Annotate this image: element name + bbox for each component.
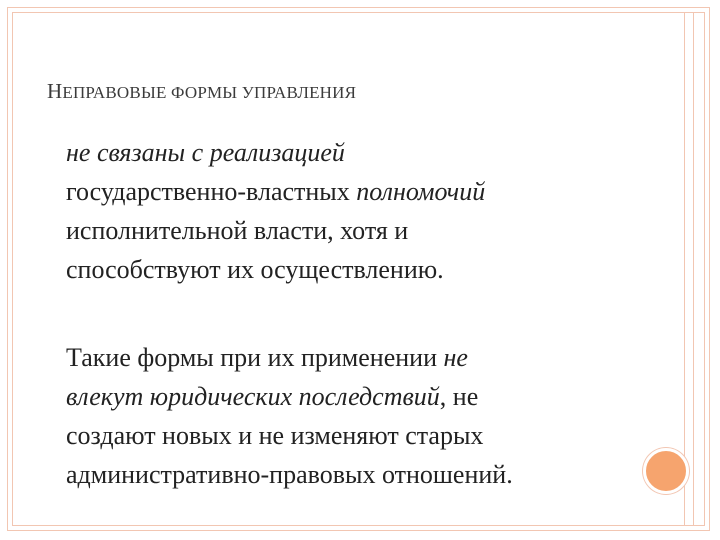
slide-title [47, 79, 356, 104]
paragraph-2-line-3: создают новых и не изменяют старых [66, 421, 484, 450]
paragraph-2-line-2 [66, 377, 513, 416]
p2-l2-italic: влекут юридических последствий [66, 382, 440, 411]
decorative-circle [643, 448, 689, 494]
p1-l2-normal: государственно-властных [66, 177, 357, 206]
paragraph-1-line-3: исполнительной власти, хотя и [66, 216, 409, 245]
p2-l2-normal: , не [439, 382, 479, 411]
paragraph-1 [66, 133, 485, 289]
paragraph-2 [66, 338, 513, 494]
p1-l2-italic: полномочий [356, 177, 486, 206]
title-tail: УПРАВЛЕНИЯ [237, 83, 357, 102]
p1-l1-italic: не связаны с реализацией [66, 138, 345, 167]
title-first-letter: Н [47, 79, 63, 103]
p2-l1-normal: Такие формы при их применении [66, 343, 444, 372]
slide-side-band [684, 12, 705, 526]
paragraph-1-line-1 [66, 133, 485, 172]
title-caps: ЕПРАВОВЫЕ ФОРМЫ [62, 83, 238, 102]
paragraph-1-line-4: способствуют их осуществлению. [66, 255, 444, 284]
paragraph-2-line-1 [66, 338, 513, 377]
paragraph-1-line-2 [66, 172, 485, 211]
paragraph-2-line-4: административно-правовых отношений. [66, 460, 513, 489]
p2-l1-italic: не [443, 343, 468, 372]
